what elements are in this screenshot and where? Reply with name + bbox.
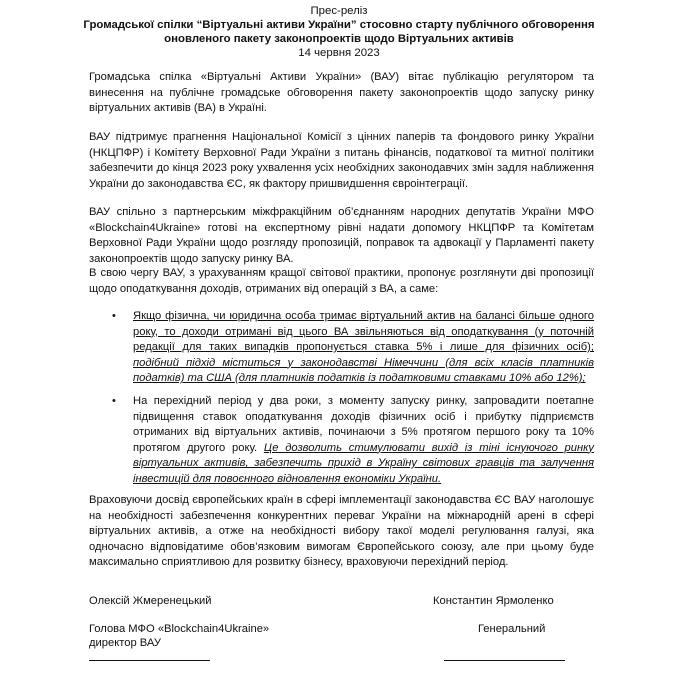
list-item-transition-period: На перехідний період у два роки, з моменту запуску ринку, запровадити поетапне підвищення ставок оподаткування доходів фізичних осіб і прибутку підприємств отриманих від віртуальних активів, починаючи з 5% протягом першого року та 10% протягом другого року. Це дозволить стимулювати вихід із тіні існуючого ринку віртуальних активів, забезпечить прихід в Україну світових гравців та залучення інвестицій для повоєнного відновлення економіки України. [133, 395, 595, 485]
paragraph-conclusion: Враховуючи досвід європейських країн в сфері імплементації законодавства ЄС ВАУ наголошує на необхідності забезпечення конкурентних переваг України на міжнародній арені в сфері віртуальних активів, а отже на необхідності вибору такої моделі регулювання галузі, яка одночасно відповідатиме обов’язковим вимогам Європейського союзу, але при цьому буде максимально сприятливою для розвитку бізнесу, враховуючи перехідний період. [89, 494, 594, 568]
signatory-right-name: Константин Ярмоленко [433, 595, 554, 607]
signatory-left-role: Голова МФО «Blockchain4Ukraine» [89, 623, 270, 635]
document-kind: Прес-реліз [310, 5, 368, 17]
paragraph-partnership: ВАУ спільно з партнерським міжфракційним об’єднанням народних депутатів України МФО «Blockchain4Ukraine» готові на експертному рівні надати допомогу НКЦПФР та Комітетам Верховної Ради України щодо розгляду пропозицій, поправок та адвокації у Парламенті пакету законопроектів щодо запуску ринку ВА. [89, 206, 594, 265]
paragraph-support: ВАУ підтримує прагнення Національної Комісії з цінних паперів та фондового ринку України (НКЦПФР) і Комітету Верховної Ради України з питань фінансів, податкової та митної політики забезпечити до кінця 2023 року ухвалення усіх необхідних законодавчих змін задля наближення України до законодавства ЄС, як фактору пришвидшення євроінтеграції. [89, 131, 594, 190]
signature-line-right [444, 660, 565, 661]
signatory-right-role-line1: Генеральний [478, 623, 546, 635]
title-line-2: оновленого пакету законопроектів щодо Віртуальних активів [164, 33, 514, 45]
paragraph-proposals: В свою чергу ВАУ, з урахуванням кращої світової практики, пропонує розглянути дві пропозиції щодо оподаткування доходів, отриманих від операцій з ВА, а саме: [89, 267, 594, 295]
signatory-right-role-line2: директор ВАУ [89, 637, 161, 649]
signatory-left-name: Олексій Жмеренецький [89, 595, 212, 607]
release-date: 14 червня 2023 [298, 47, 380, 59]
bullet-icon: • [112, 395, 116, 407]
list-item-holding-period: Якщо фізична, чи юридична особа тримає віртуальний актив на балансі більше одного року, то доходи отримані від цього ВА звільняються від оподаткування (у поточній редакції для таких випадків пропонується ставка 5% і лише для фізичних осіб); подібний підхід міститься у законодавстві Німеччини (для всіх класів платників податків) та США (для платників податків із податковими ставками 10% або 12%); [133, 310, 594, 384]
paragraph-intro: Громадська спілка «Віртуальні Активи України» (ВАУ) вітає публікацію регулятором та винесення на публічне громадське обговорення пакету законопроектів щодо запуску ринку віртуальних активів (ВА) в Україні. [89, 71, 594, 114]
title-line-1: Громадської спілки “Віртуальні активи України” стосовно старту публічного обговорення [83, 19, 595, 31]
signature-line-left [89, 660, 210, 661]
bullet-icon: • [112, 310, 116, 322]
